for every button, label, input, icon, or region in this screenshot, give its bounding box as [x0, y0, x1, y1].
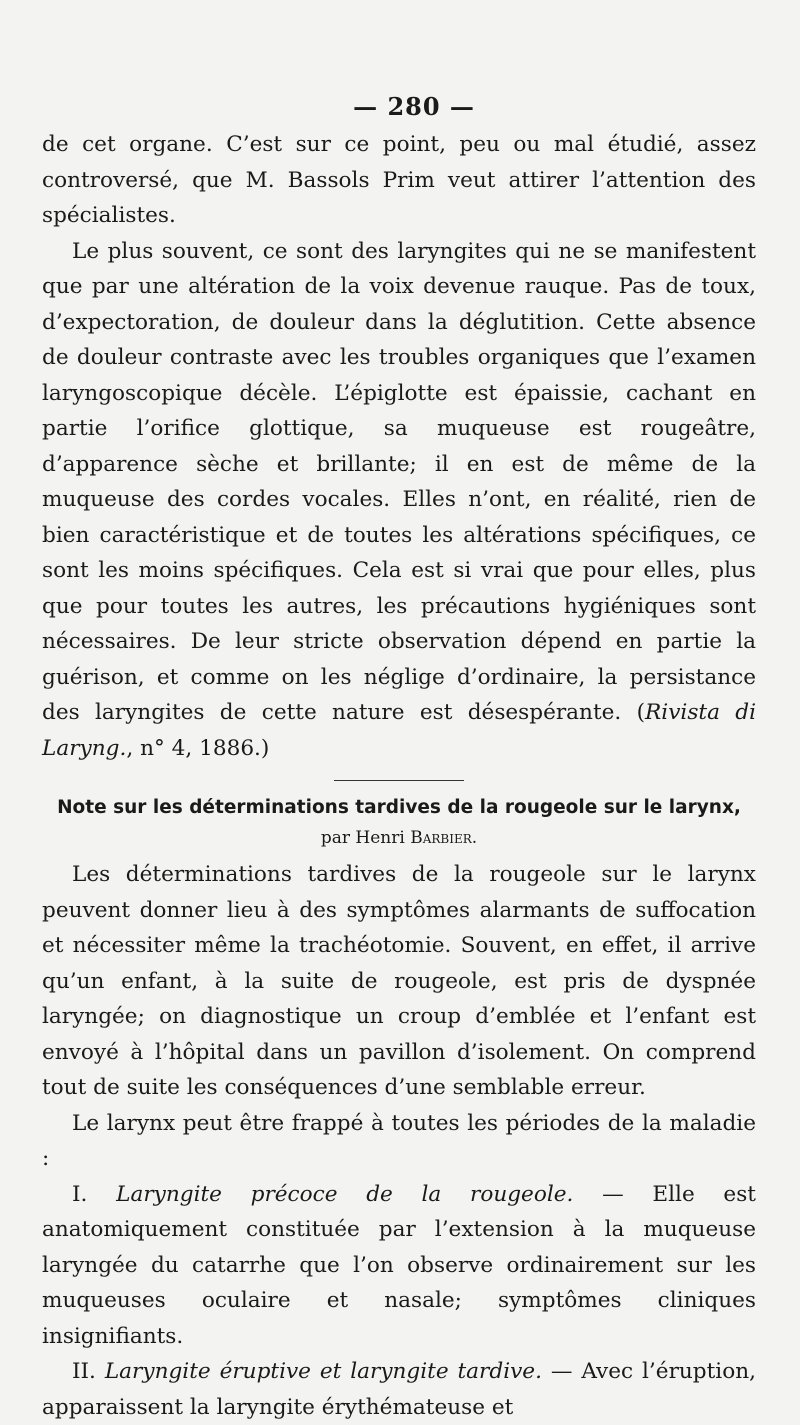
paragraph-continuation: de cet organe. C’est sur ce point, peu ou mal étudié, assez controversé, que M. Bassols Prim veut attirer l’attention des spécialistes. — [42, 132, 756, 228]
section-divider — [334, 780, 464, 781]
paragraph-laryngites-text: Le plus souvent, ce sont des laryngites qui ne se manifestent que par une altération de la voix devenue rauque. Pas de toux, d’expectoration, de douleur dans la déglutition. Cette absence de douleur contraste avec les troubles organiques que l’examen laryngoscopique décèle. L’épiglotte est épaissie, cachant en partie l’orifice glottique, sa muqueuse est rougeâtre, d’apparence sèche et brillante; il en est de même de la muqueuse des cordes vocales. Elles n’ont, en réalité, rien de bien caractéristique et de toutes les altérations spécifiques, ce sont les moins spécifiques. Cela est si vrai que pour elles, plus que pour toutes les autres, les précautions hygiéniques sont nécessaires. De leur stricte observation dépend en partie la guérison, et comme on les néglige d’ordinaire, la persistance des laryngites de cette nature est désespérante. — [42, 238, 756, 725]
list-item-laryngite-eruptive — [42, 1354, 756, 1425]
note-author-name: Barbier. — [410, 828, 478, 848]
page-number: — 280 — — [353, 92, 475, 121]
list-item-text: — Elle est anatomiquement constituée par l’extension à la muqueuse laryngée du catarrhe que l’on observe ordinairement sur les muqueuses oculaire et nasale; symptômes cliniques insignifiants. — [42, 1181, 756, 1349]
list-item-numeral: I. — [72, 1181, 88, 1207]
citation-journal: Rivista di Laryng. — [42, 700, 757, 761]
list-item-numeral: II. — [72, 1359, 96, 1384]
list-item-title: Laryngite éruptive et laryngite tardive. — [104, 1359, 542, 1384]
paragraph-periodes: Le larynx peut être frappé à toutes les périodes de la maladie : — [42, 1110, 756, 1171]
note-title — [42, 793, 756, 853]
list-item-title: Laryngite précoce de la rougeole. — [116, 1181, 574, 1207]
citation-open: ( — [621, 700, 646, 725]
note-title-text: Note sur les déterminations tardives de la rougeole sur le larynx, — [57, 797, 741, 818]
paragraph-laryngites — [42, 234, 756, 767]
paragraph-determinations: Les déterminations tardives de la rougeole sur le larynx peuvent donner lieu à des symptômes alarmants de suffocation et nécessiter même la trachéotomie. Souvent, en effet, il arrive qu’un enfant, à la suite de rougeole, est pris de dyspnée laryngée; on diagnostique un croup d’emblée et l’enfant est envoyé à l’hôpital dans un pavillon d’isolement. On comprend tout de suite les conséquences d’une semblable erreur. — [42, 862, 756, 1100]
list-item-laryngite-precoce — [42, 1177, 756, 1355]
note-author-prefix: par Henri — [320, 828, 411, 848]
citation-rest: , n° 4, 1886.) — [126, 735, 270, 761]
list-item-text: — Avec l’éruption, apparaissent la laryngite érythémateuse et — [42, 1359, 756, 1420]
